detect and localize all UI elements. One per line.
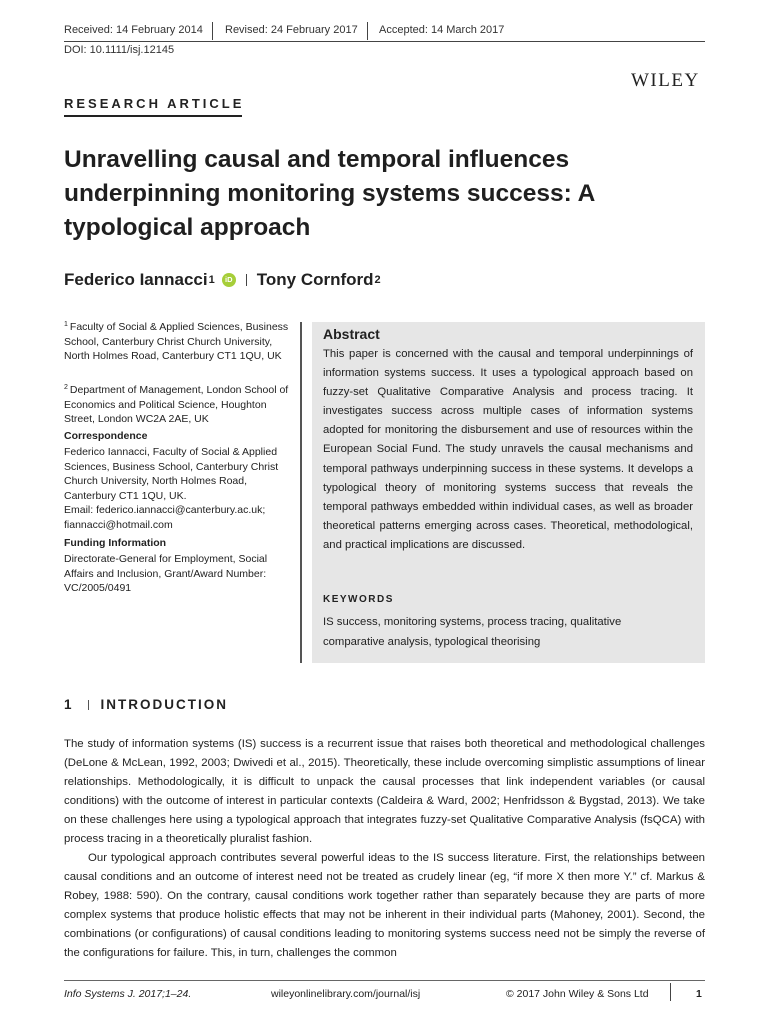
paragraph: The study of information systems (IS) success is a recurrent issue that raises both theoretical and methodological challenges (DeLone & McLean, 1992, 2003; Dwivedi et al., 2015). Theoretically, these include overcoming simplistic assumptions of linear relationships. Methodologically, it is difficult to unpack the causal processes that link independent variables (or causal conditions) with the outcome of interest in particular contexts (Caldeira & Ward, 2002; Henfridsson & Bygstad, 2013). We take on these challenges here using a typological approach that integrates fuzzy-set Qualitative Comparative Analysis (fsQCA) with process tracing in a theoretically pluralist fashion. [64, 738, 705, 845]
author-list [64, 270, 381, 290]
keywords-heading: KEYWORDS [323, 594, 394, 605]
paragraph: Our typological approach contributes several powerful ideas to the IS success literature. First, the relationships between causal conditions and an outcome of interest need not be treated as crudely linear (eg, “if more X then more Y.” cf. Markus & Robey, 1988: 590). On the contrary, causal conditions work together rather than separately because they are parts of more complex systems that produce holistic effects that may not be inherent in their individual parts (Mahoney, 2001). Second, the combinations (or configurations) of causal conditions leading to monitoring systems success need not be simply the reverse of the configurations for failure. This, in turn, challenges the common [64, 852, 705, 959]
doi-link[interactable]: DOI: 10.1111/isj.12145 [64, 44, 175, 56]
article-type: RESEARCH ARTICLE [64, 96, 245, 111]
journal-citation: Info Systems J. 2017;1–24. [64, 988, 192, 1000]
article-title: Unravelling causal and temporal influences underpinning monitoring systems success: A typological approach [64, 146, 595, 241]
affiliation-sup: 2 [64, 384, 68, 391]
abstract-text: This paper is concerned with the causal and temporal underpinnings of information systems success. It uses a typological approach based on fuzzy-set Qualitative Comparative Analysis and process tracing. It investigates success across multiple cases of information systems adopted for monitoring the disbursement and use of resources within the European Social Fund. The study unravels the causal mechanisms and temporal pathways underpinning success in these systems. It develops a typological theory of monitoring systems success that reveals the temporal pathways embedded within individual cases, as well as broader theoretical patterns emerging across cases. Theoretical, methodological, and practical implications are discussed. [323, 348, 693, 551]
correspondence-email[interactable]: Email: federico.iannacci@canterbury.ac.uk; [64, 504, 266, 517]
affiliation-2 [64, 381, 296, 427]
publisher-logo: WILEY [631, 70, 700, 91]
revised-date: Revised: 24 February 2017 [225, 24, 358, 36]
affiliation-text: Department of Management, London School of Economics and Political Science, Houghton Street, London WC2A 2AE, UK [64, 384, 289, 426]
section-title: INTRODUCTION [100, 697, 229, 712]
accepted-date: Accepted: 14 March 2017 [379, 24, 505, 36]
article-type-underline [64, 115, 242, 117]
footer-divider [670, 983, 671, 1001]
affiliation-1 [64, 318, 296, 364]
author-name[interactable]: Tony Cornford [256, 270, 374, 289]
header-divider [367, 22, 368, 40]
author-affiliation-sup: 1 [208, 274, 215, 286]
funding-text: Directorate-General for Employment, Social Affairs and Inclusion, Grant/Award Number: VC/2005/0491 [64, 553, 268, 595]
section-number: 1 [64, 697, 74, 712]
header-rule [64, 41, 705, 42]
section-heading [64, 697, 228, 712]
body-text [64, 735, 705, 963]
orcid-icon[interactable]: iD [222, 273, 236, 287]
correspondence-heading: Correspondence [64, 430, 148, 442]
section-separator [88, 700, 89, 710]
funding-heading: Funding Information [64, 537, 167, 549]
footer-copyright: © 2017 John Wiley & Sons Ltd [506, 988, 649, 1000]
received-date: Received: 14 February 2014 [64, 24, 203, 36]
affiliation-sup: 1 [64, 321, 68, 328]
correspondence-email-alt[interactable]: fiannacci@hotmail.com [64, 518, 173, 531]
author-affiliation-sup: 2 [374, 274, 381, 286]
author-separator [246, 274, 247, 286]
author-name[interactable]: Federico Iannacci [64, 270, 208, 289]
abstract-divider [300, 322, 302, 663]
correspondence-text: Federico Iannacci, Faculty of Social & Applied Sciences, Business School, Canterbury Christ Church University, North Holmes Road, Canterbury CT1 1QU, UK. [64, 446, 279, 502]
page-number: 1 [696, 988, 702, 1000]
abstract-heading: Abstract [323, 326, 380, 342]
header-divider [212, 22, 213, 40]
footer-url[interactable]: wileyonlinelibrary.com/journal/isj [271, 988, 421, 1000]
keywords-text: IS success, monitoring systems, process tracing, qualitative comparative analysis, typological theorising [323, 616, 622, 648]
footer-journal [64, 988, 191, 1000]
correspondence-block [64, 445, 296, 533]
footer-rule [64, 980, 705, 981]
affiliation-text: Faculty of Social & Applied Sciences, Business School, Canterbury Christ Church University, North Holmes Road, Canterbury CT1 1QU, UK [64, 321, 289, 363]
